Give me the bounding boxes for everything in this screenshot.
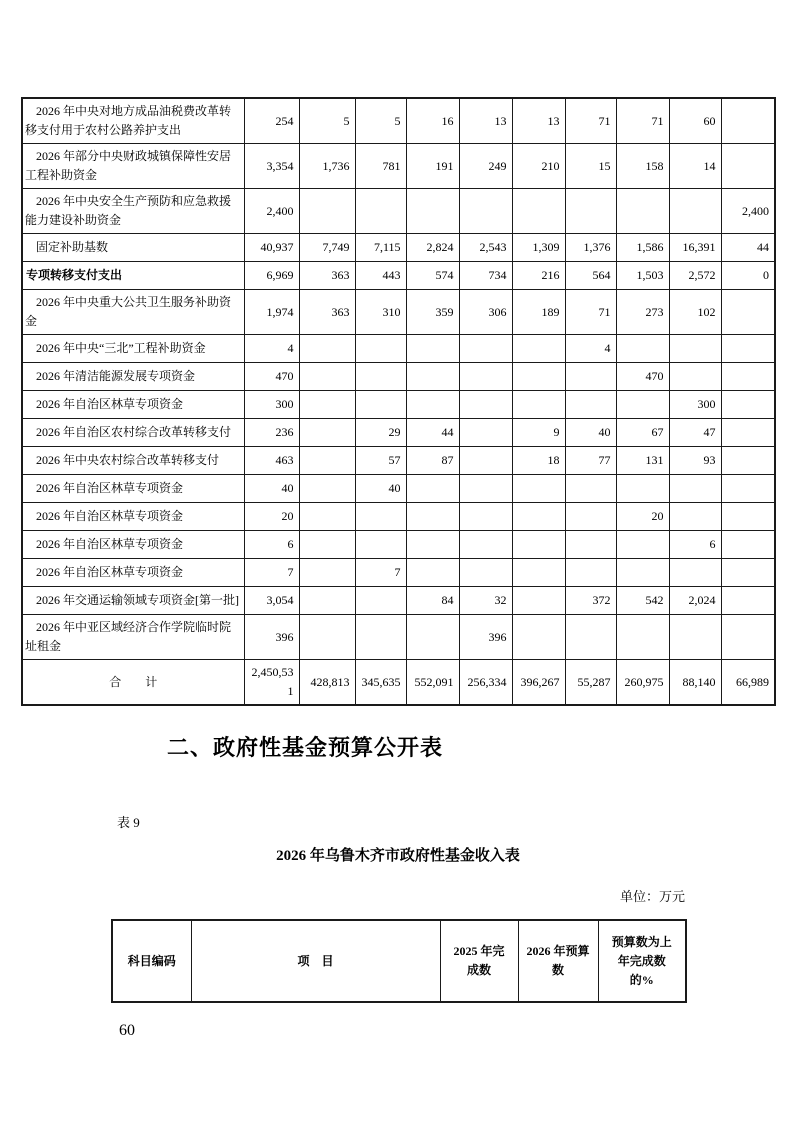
- row-value: 6: [244, 531, 299, 559]
- table-row: [22, 587, 775, 615]
- row-value: 363: [299, 262, 355, 290]
- row-value: 189: [512, 290, 565, 335]
- table-row: [22, 262, 775, 290]
- row-value: 359: [406, 290, 459, 335]
- row-value: 93: [669, 447, 721, 475]
- row-label: 2026 年部分中央财政城镇保障性安居工程补助资金: [22, 144, 244, 189]
- row-value: 1,309: [512, 234, 565, 262]
- fund-income-table: [111, 919, 687, 1003]
- row-value: [721, 363, 775, 391]
- row-value: 158: [616, 144, 669, 189]
- row-value: 300: [244, 391, 299, 419]
- row-value: [406, 615, 459, 660]
- row-value: [512, 363, 565, 391]
- table-row: [22, 503, 775, 531]
- row-value: 210: [512, 144, 565, 189]
- row-value: [721, 419, 775, 447]
- row-value: [721, 290, 775, 335]
- row-value: [512, 531, 565, 559]
- row-value: 2,400: [244, 189, 299, 234]
- row-value: [669, 503, 721, 531]
- row-value: 29: [355, 419, 406, 447]
- row-value: [669, 363, 721, 391]
- row-value: 9: [512, 419, 565, 447]
- row-value: [669, 335, 721, 363]
- row-label: 2026 年中央农村综合改革转移支付: [22, 447, 244, 475]
- row-value: [512, 559, 565, 587]
- row-value: 102: [669, 290, 721, 335]
- row-label: 2026 年中央“三北”工程补助资金: [22, 335, 244, 363]
- row-value: 32: [459, 587, 512, 615]
- row-value: [565, 503, 616, 531]
- row-value: [616, 615, 669, 660]
- row-value: [512, 587, 565, 615]
- row-value: 443: [355, 262, 406, 290]
- row-value: 7,749: [299, 234, 355, 262]
- table-row: [22, 335, 775, 363]
- row-value: 1,736: [299, 144, 355, 189]
- row-value: [565, 615, 616, 660]
- row-value: 3,054: [244, 587, 299, 615]
- row-value: 363: [299, 290, 355, 335]
- row-value: [616, 531, 669, 559]
- table-row: [22, 615, 775, 660]
- row-value: [565, 363, 616, 391]
- row-value: [406, 559, 459, 587]
- section-heading: 二、政府性基金预算公开表: [167, 735, 444, 760]
- row-value: 1,586: [616, 234, 669, 262]
- row-value: 1,974: [244, 290, 299, 335]
- row-value: 249: [459, 144, 512, 189]
- row-value: [565, 475, 616, 503]
- row-value: 67: [616, 419, 669, 447]
- row-value: [512, 503, 565, 531]
- row-value: [406, 189, 459, 234]
- row-value: 40: [244, 475, 299, 503]
- row-value: [406, 391, 459, 419]
- row-value: [565, 189, 616, 234]
- row-value: [406, 363, 459, 391]
- row-label: 合 计: [22, 660, 244, 706]
- row-value: 396,267: [512, 660, 565, 706]
- row-value: 18: [512, 447, 565, 475]
- column-header: 预算数为上年完成数的%: [598, 920, 686, 1002]
- row-value: [616, 391, 669, 419]
- row-value: 6,969: [244, 262, 299, 290]
- row-value: 2,450,531: [244, 660, 299, 706]
- table-body: [22, 98, 775, 705]
- row-value: 2,400: [721, 189, 775, 234]
- table-row: [22, 189, 775, 234]
- row-value: 6: [669, 531, 721, 559]
- table-row: [22, 660, 775, 706]
- row-value: [512, 189, 565, 234]
- row-value: 44: [721, 234, 775, 262]
- row-value: 13: [459, 98, 512, 144]
- row-value: [299, 447, 355, 475]
- row-value: 16,391: [669, 234, 721, 262]
- column-header: 2025 年完成数: [440, 920, 518, 1002]
- row-value: [616, 475, 669, 503]
- row-value: 20: [244, 503, 299, 531]
- row-value: [721, 531, 775, 559]
- row-value: 236: [244, 419, 299, 447]
- row-value: [669, 615, 721, 660]
- row-value: 396: [244, 615, 299, 660]
- row-value: 191: [406, 144, 459, 189]
- row-value: 574: [406, 262, 459, 290]
- row-value: 44: [406, 419, 459, 447]
- row-value: 55,287: [565, 660, 616, 706]
- row-value: [565, 531, 616, 559]
- unit-label: 单位：万元: [619, 889, 685, 904]
- row-value: 16: [406, 98, 459, 144]
- row-value: [406, 475, 459, 503]
- row-label: 2026 年中亚区域经济合作学院临时院址租金: [22, 615, 244, 660]
- row-value: 542: [616, 587, 669, 615]
- row-value: 372: [565, 587, 616, 615]
- row-value: 47: [669, 419, 721, 447]
- row-label: 2026 年自治区林草专项资金: [22, 475, 244, 503]
- row-value: [459, 363, 512, 391]
- row-value: 4: [565, 335, 616, 363]
- row-value: [299, 419, 355, 447]
- fund-income-table-title: 2026 年乌鲁木齐市政府性基金收入表: [276, 848, 520, 864]
- row-value: 71: [565, 98, 616, 144]
- row-value: 310: [355, 290, 406, 335]
- row-value: [299, 531, 355, 559]
- fund-income-table-header-row: [112, 920, 686, 1002]
- row-value: 57: [355, 447, 406, 475]
- row-value: 260,975: [616, 660, 669, 706]
- row-value: 273: [616, 290, 669, 335]
- row-value: 470: [616, 363, 669, 391]
- row-value: 2,824: [406, 234, 459, 262]
- row-label: 2026 年自治区林草专项资金: [22, 531, 244, 559]
- row-label: 2026 年自治区林草专项资金: [22, 503, 244, 531]
- table-row: [22, 531, 775, 559]
- row-value: [299, 587, 355, 615]
- row-value: [299, 503, 355, 531]
- row-value: 71: [616, 98, 669, 144]
- row-value: 552,091: [406, 660, 459, 706]
- row-value: [512, 475, 565, 503]
- row-value: 1,503: [616, 262, 669, 290]
- row-value: 77: [565, 447, 616, 475]
- row-value: 2,543: [459, 234, 512, 262]
- row-value: [459, 391, 512, 419]
- row-value: [406, 503, 459, 531]
- row-value: [299, 559, 355, 587]
- row-value: [459, 531, 512, 559]
- row-value: 13: [512, 98, 565, 144]
- row-value: [459, 189, 512, 234]
- column-header: 项 目: [191, 920, 440, 1002]
- row-value: 40,937: [244, 234, 299, 262]
- row-value: 40: [565, 419, 616, 447]
- table-row: [22, 475, 775, 503]
- row-value: [669, 559, 721, 587]
- row-value: 564: [565, 262, 616, 290]
- row-value: [721, 587, 775, 615]
- row-value: 463: [244, 447, 299, 475]
- row-label: 2026 年清洁能源发展专项资金: [22, 363, 244, 391]
- row-value: [355, 363, 406, 391]
- row-value: 306: [459, 290, 512, 335]
- row-value: 71: [565, 290, 616, 335]
- row-value: [459, 503, 512, 531]
- row-value: 7,115: [355, 234, 406, 262]
- row-value: [299, 391, 355, 419]
- table-row: [22, 98, 775, 144]
- table-row: [22, 363, 775, 391]
- row-value: 345,635: [355, 660, 406, 706]
- row-label: 2026 年自治区林草专项资金: [22, 391, 244, 419]
- row-value: [721, 447, 775, 475]
- row-value: [721, 559, 775, 587]
- table-row: [22, 144, 775, 189]
- row-value: [299, 475, 355, 503]
- row-value: [512, 615, 565, 660]
- table-row: [22, 391, 775, 419]
- row-value: [355, 587, 406, 615]
- column-header: 2026 年预算数: [518, 920, 598, 1002]
- row-value: [459, 475, 512, 503]
- row-value: [355, 615, 406, 660]
- row-label: 2026 年中央对地方成品油税费改革转移支付用于农村公路养护支出: [22, 98, 244, 144]
- row-value: [406, 335, 459, 363]
- row-value: 66,989: [721, 660, 775, 706]
- row-value: [406, 531, 459, 559]
- row-value: 396: [459, 615, 512, 660]
- table-row: [22, 290, 775, 335]
- table-number-label: 表 9: [117, 815, 140, 830]
- row-value: [616, 189, 669, 234]
- row-value: [459, 559, 512, 587]
- row-value: [565, 391, 616, 419]
- row-label: 固定补助基数: [22, 234, 244, 262]
- row-value: 254: [244, 98, 299, 144]
- row-value: 256,334: [459, 660, 512, 706]
- row-value: [721, 144, 775, 189]
- row-label: 2026 年交通运输领域专项资金[第一批]: [22, 587, 244, 615]
- row-value: 20: [616, 503, 669, 531]
- table-row: [22, 447, 775, 475]
- row-value: [669, 475, 721, 503]
- row-value: [512, 391, 565, 419]
- row-value: 2,024: [669, 587, 721, 615]
- table-row: [22, 559, 775, 587]
- row-label: 2026 年自治区农村综合改革转移支付: [22, 419, 244, 447]
- row-value: [299, 615, 355, 660]
- row-value: 734: [459, 262, 512, 290]
- row-label: 2026 年中央重大公共卫生服务补助资金: [22, 290, 244, 335]
- row-value: [721, 475, 775, 503]
- row-label: 2026 年自治区林草专项资金: [22, 559, 244, 587]
- row-value: [721, 98, 775, 144]
- row-value: [669, 189, 721, 234]
- row-value: 2,572: [669, 262, 721, 290]
- row-value: 84: [406, 587, 459, 615]
- row-value: 14: [669, 144, 721, 189]
- row-value: [355, 189, 406, 234]
- row-value: 781: [355, 144, 406, 189]
- row-value: 15: [565, 144, 616, 189]
- row-value: [355, 531, 406, 559]
- column-header: 科目编码: [112, 920, 191, 1002]
- row-label: 2026 年中央安全生产预防和应急救援能力建设补助资金: [22, 189, 244, 234]
- row-value: 88,140: [669, 660, 721, 706]
- row-value: [355, 335, 406, 363]
- row-value: 60: [669, 98, 721, 144]
- row-value: 428,813: [299, 660, 355, 706]
- row-label: 专项转移支付支出: [22, 262, 244, 290]
- table-row: [22, 234, 775, 262]
- page-number: 60: [119, 1022, 135, 1039]
- row-value: [299, 189, 355, 234]
- transfer-payment-expenditure-table: [21, 97, 776, 706]
- row-value: 7: [355, 559, 406, 587]
- row-value: 7: [244, 559, 299, 587]
- row-value: 5: [299, 98, 355, 144]
- row-value: [565, 559, 616, 587]
- row-value: [721, 335, 775, 363]
- row-value: 131: [616, 447, 669, 475]
- row-value: [616, 335, 669, 363]
- row-value: 87: [406, 447, 459, 475]
- row-value: [355, 503, 406, 531]
- row-value: [459, 447, 512, 475]
- row-value: [459, 335, 512, 363]
- row-value: 4: [244, 335, 299, 363]
- row-value: 3,354: [244, 144, 299, 189]
- row-value: [721, 391, 775, 419]
- row-value: [299, 335, 355, 363]
- row-value: [459, 419, 512, 447]
- table-row: [22, 419, 775, 447]
- row-value: [355, 391, 406, 419]
- row-value: [721, 615, 775, 660]
- row-value: 1,376: [565, 234, 616, 262]
- row-value: [616, 559, 669, 587]
- row-value: [299, 363, 355, 391]
- row-value: 470: [244, 363, 299, 391]
- row-value: 216: [512, 262, 565, 290]
- row-value: [721, 503, 775, 531]
- row-value: 300: [669, 391, 721, 419]
- row-value: [512, 335, 565, 363]
- row-value: 40: [355, 475, 406, 503]
- row-value: 5: [355, 98, 406, 144]
- row-value: 0: [721, 262, 775, 290]
